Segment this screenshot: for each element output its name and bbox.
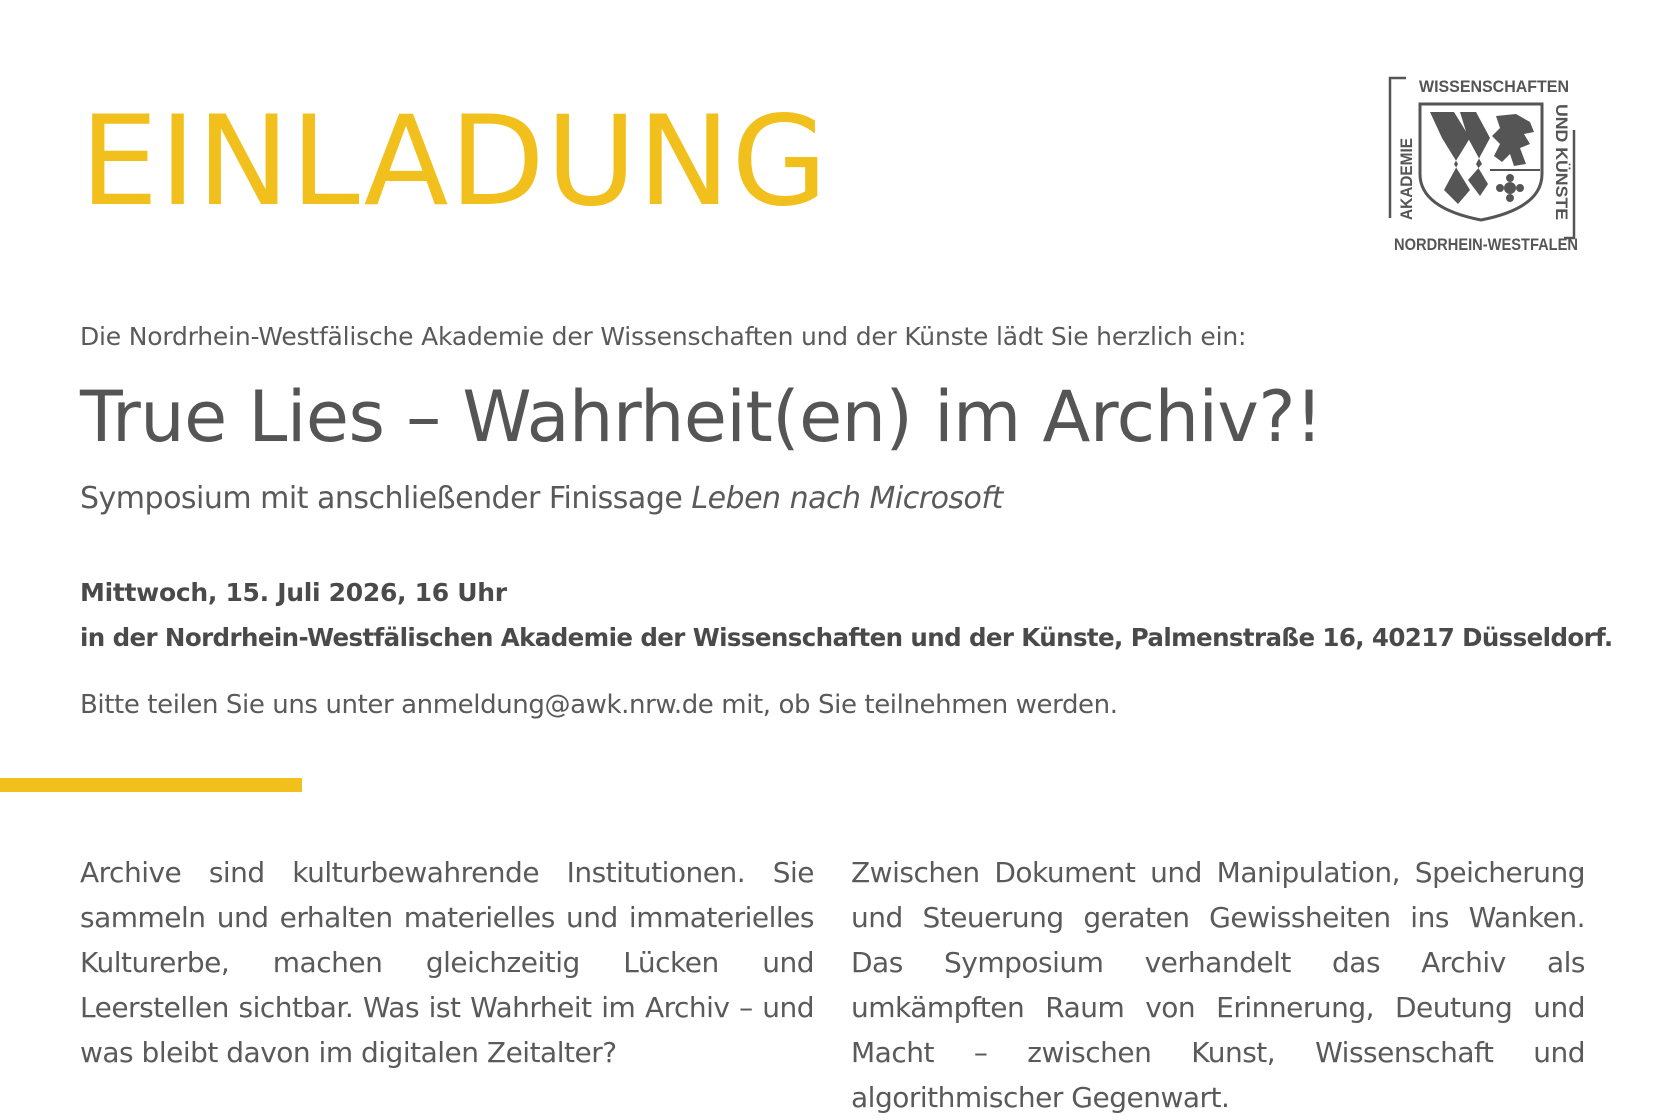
- svg-text:UND KÜNSTE: UND KÜNSTE: [1552, 104, 1571, 216]
- event-venue: in der Nordrhein-Westfälischen Akademie der Wissenschaften und der Künste, Palmenstraße 16, 40217 Düsseldorf.: [80, 623, 1613, 652]
- academy-logo: [1384, 70, 1584, 270]
- body-column-left: Archive sind kulturbewahrende Institutionen. Sie sammeln und erhalten materielles und immaterielles Kulturerbe, machen gleichzeitig Lücken und Leerstellen sichtbar. Was ist Wahrheit im Archiv – und was bleibt davon im digitalen Zeitalter?: [80, 856, 814, 1069]
- subtitle-prefix: Symposium mit anschließender Finissage: [80, 481, 692, 516]
- svg-text:NORDRHEIN-WESTFALEN: NORDRHEIN-WESTFALEN: [1394, 235, 1578, 254]
- subtitle-italic: Leben nach Microsoft: [691, 481, 1003, 516]
- event-title: True Lies – Wahrheit(en) im Archiv?!: [80, 376, 1323, 458]
- page-title: EINLADUNG: [80, 90, 829, 234]
- event-date: Mittwoch, 15. Juli 2026, 16 Uhr: [80, 578, 507, 607]
- svg-text:WISSENSCHAFTEN: WISSENSCHAFTEN: [1419, 77, 1569, 96]
- body-column-right: Zwischen Dokument und Manipulation, Speicherung und Steuerung geraten Gewissheiten ins Wanken. Das Symposium verhandelt das Archiv als umkämpften Raum von Erinnerung, Deutung und Macht – zwischen Kunst, Wissenschaft und algorithmischer Gegenwart.: [851, 856, 1585, 1114]
- intro-text: Die Nordrhein-Westfälische Akademie der Wissenschaften und der Künste lädt Sie herzlich ein:: [80, 322, 1247, 351]
- svg-text:AKADEMIE: AKADEMIE: [1397, 129, 1416, 220]
- rsvp-text: Bitte teilen Sie uns unter anmeldung@awk.nrw.de mit, ob Sie teilnehmen werden.: [80, 690, 1118, 720]
- accent-divider: [0, 778, 302, 792]
- event-subtitle: [80, 481, 1003, 516]
